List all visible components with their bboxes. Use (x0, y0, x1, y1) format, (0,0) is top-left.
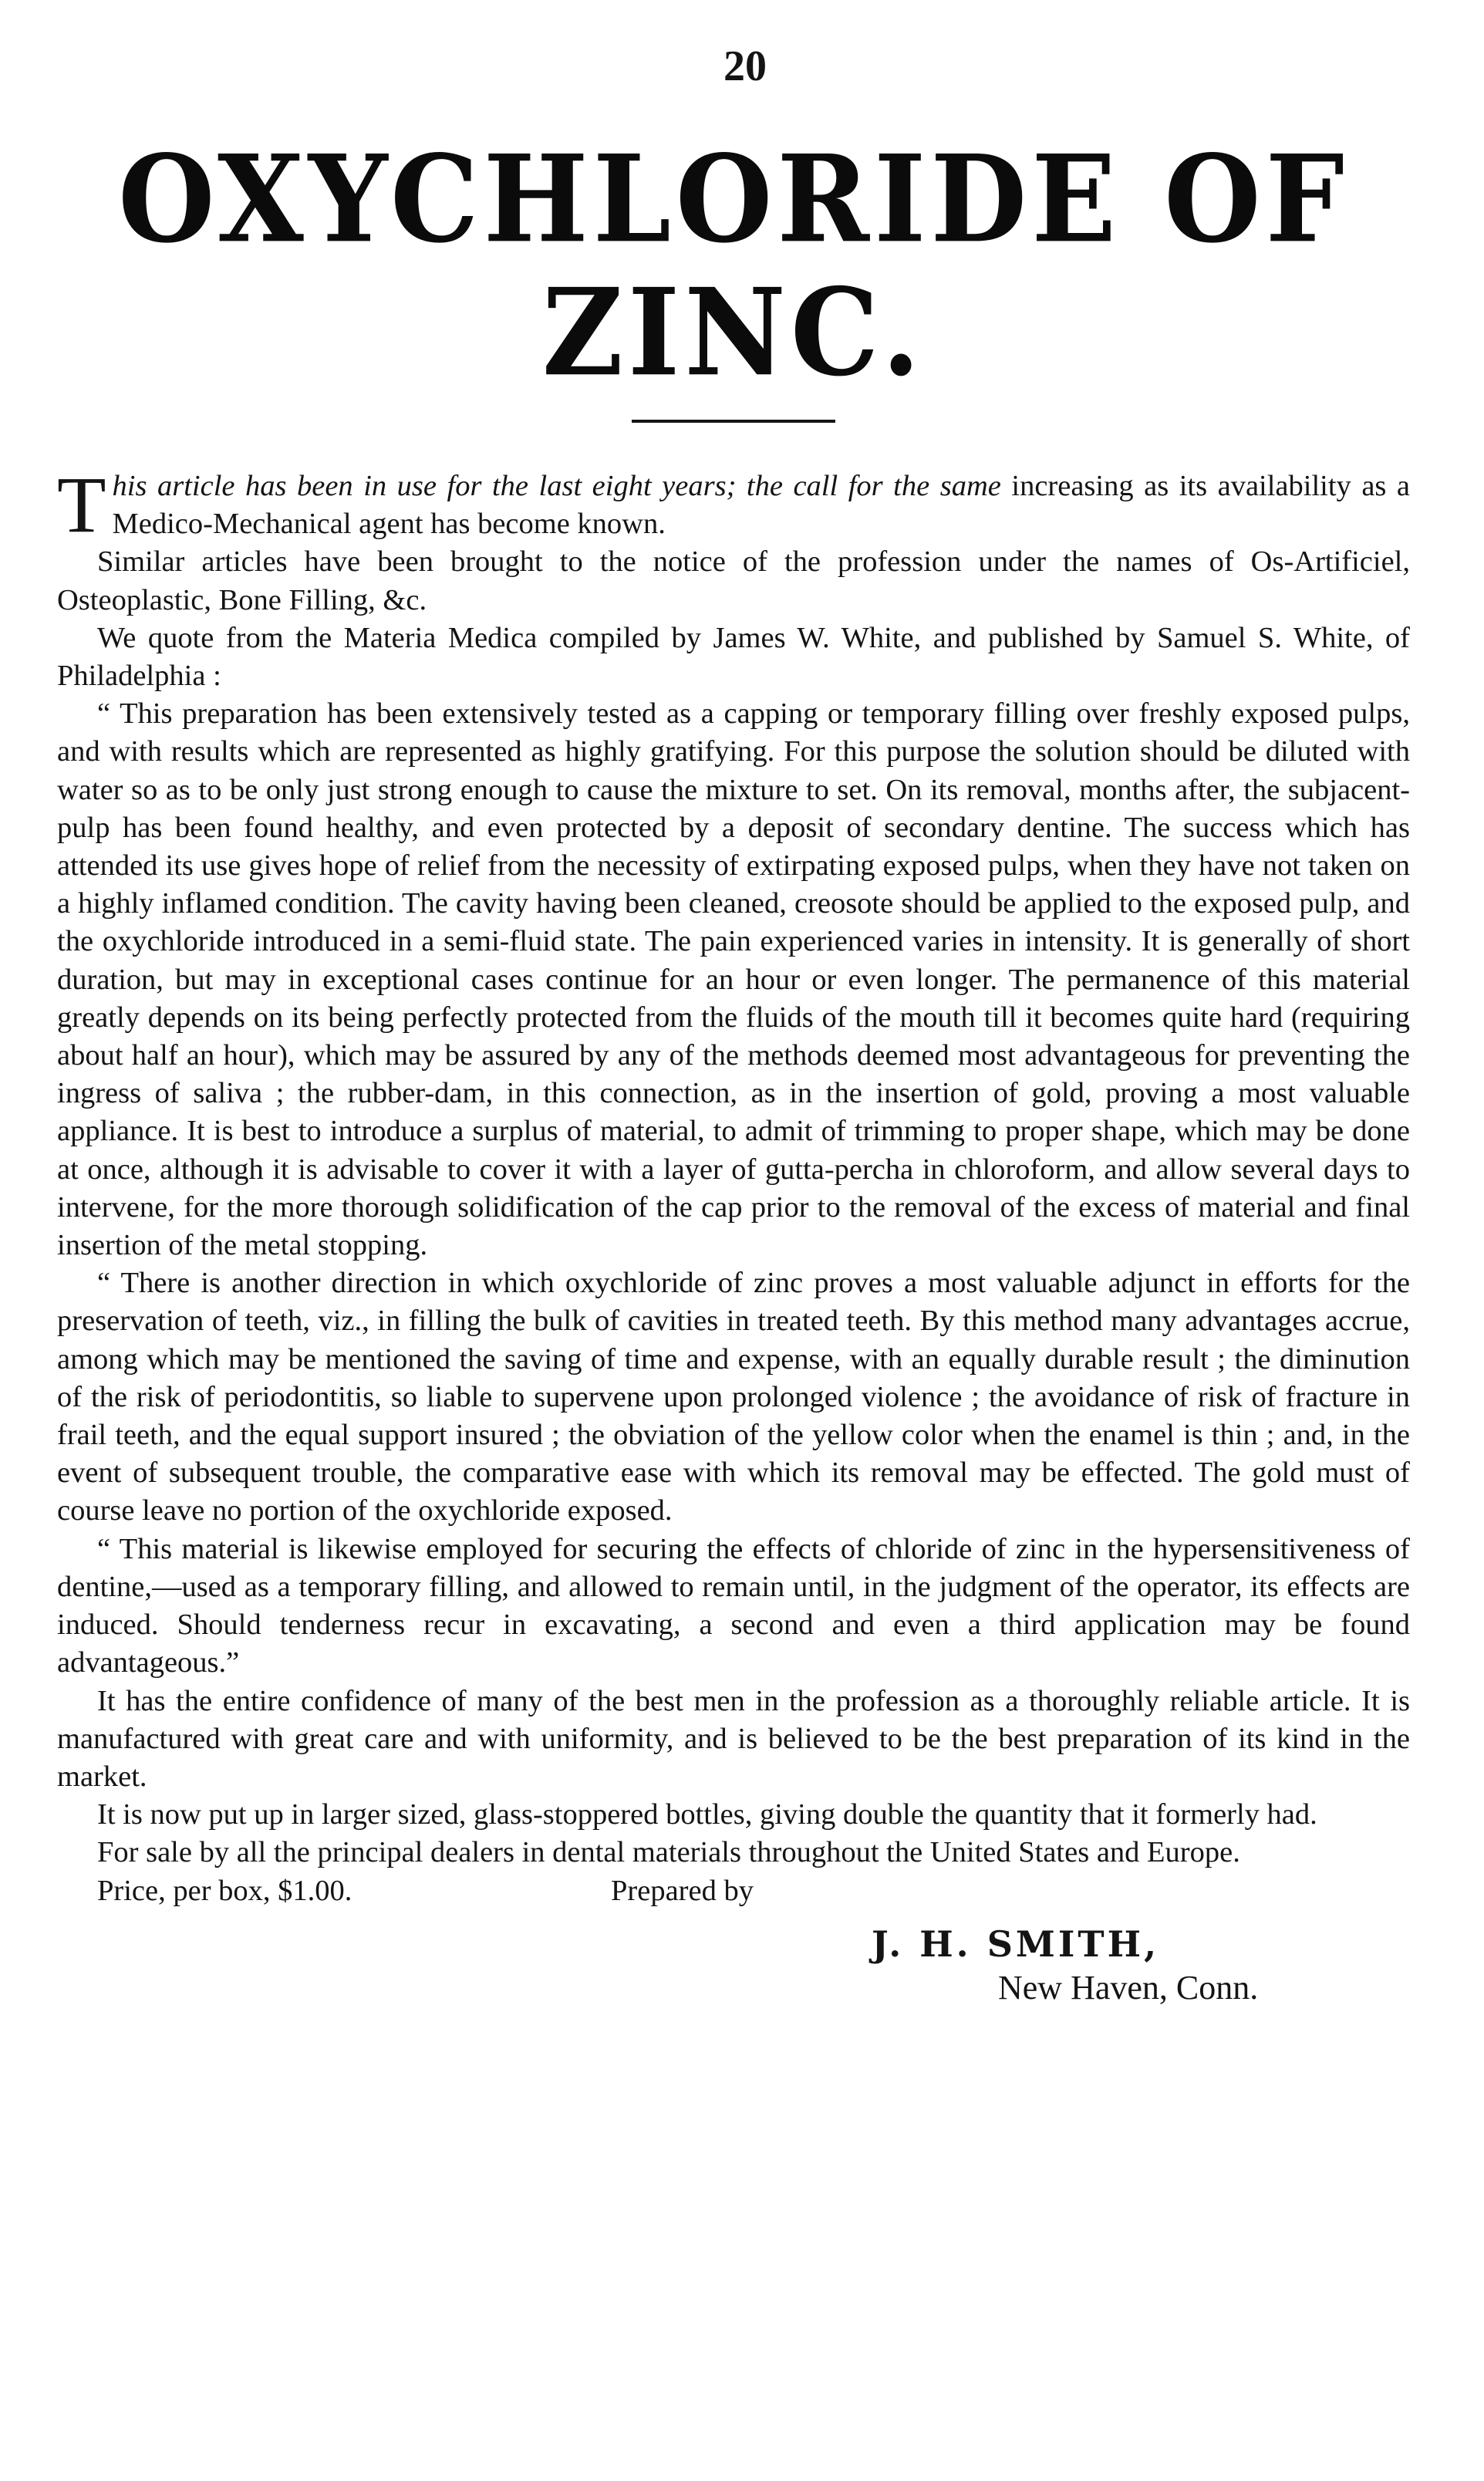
intro-paragraph (57, 461, 1411, 549)
paragraph-filling-quote: “ There is another direction in which oxychloride of zinc proves a most valuable adjunct in efforts for the preservation of teeth, viz., in filling the bulk of cavities in treated teeth. By this method many advantages accrue, among which may be mentioned the saving of time and expense, with an equally durable result ; the diminution of the risk of periodontitis, so liable to supervene upon prolonged violence ; the avoidance of risk of fracture in frail teeth, and the equal support insured ; the obviation of the yellow color when the enamel is thin ; and, in the event of subsequent trouble, the comparative ease with which its removal may be effected. The gold must of course leave no portion of the oxychloride exposed. (57, 1267, 1410, 1527)
divider-rule (632, 420, 835, 423)
headline: OXYCHLORIDE OF ZINC. (118, 128, 1349, 403)
paragraph-capping-quote: “ This preparation has been extensively tested as a capping or temporary filling over freshly exposed pulps, and with results which are represented as highly gratifying. For this purpose the solution should be diluted with water so as to be only just strong enough to cause the mixture to set. On its removal, months after, the subjacent-pulp has been found healthy, and even protected by a deposit of secondary dentine. The success which has attended its use gives hope of relief from the necessity of extirpating exposed pulps, when they have not taken on a highly inflamed condition. The cavity having been cleaned, creosote should be applied to the exposed pulp, and the oxychloride introduced in a semi-fluid state. The pain experienced varies in intensity. It is generally of short duration, but may in exceptional cases continue for an hour or even longer. The permanence of this material greatly depends on its being perfectly protected from the fluids of the mouth till it becomes quite hard (requiring about half an hour), which may be assured by any of the methods deemed most advantageous for preventing the ingress of saliva ; the rubber-dam, in this connection, as in the insertion of gold, proving a most valuable appliance. It is best to introduce a surplus of material, to admit of trimming to proper shape, which may be done at once, although it is advisable to cover it with a layer of gutta-percha in chloroform, and allow several days to intervene, for the more thorough solidification of the cap prior to the removal of the excess of material and final insertion of the metal stopping. (57, 697, 1410, 1262)
article-body (57, 461, 1411, 1872)
paragraph-dealers: For sale by all the principal dealers in dental materials throughout the United States and Europe. (97, 1836, 1240, 1869)
paragraph-similar-articles: Similar articles have been brought to the notice of the profession under the names of Os-Artificiel, Osteoplastic, Bone Filling, &c. (57, 545, 1410, 616)
paragraph-quote-source: We quote from the Materia Medica compiled by James W. White, and published by Samuel S. White, of Philadelphia : (57, 621, 1410, 693)
maker-city: New Haven, Conn. (998, 1968, 1259, 2007)
prepared-by-text: Prepared by (611, 1874, 754, 1907)
paragraph-dentine-quote: “ This material is likewise employed for securing the effects of chloride of zinc in the hypersensitiveness of dentine,—used as a temporary filling, and allowed to remain until, in the judgment of the operator, its effects are induced. Should tenderness recur in excavating, a second and even a third application may be found advantageous.” (57, 1532, 1410, 1679)
maker-name: J. H. SMITH, (872, 1922, 1160, 1965)
price-text: Price, per box, $1.00. (97, 1874, 352, 1907)
signature-block (57, 1872, 1410, 2010)
intro-lead: his article has been in use for the last eight years; the call for the same (112, 470, 1001, 502)
page-number: 20 (723, 42, 767, 90)
price-line (57, 1872, 1410, 1912)
paragraph-bottles: It is now put up in larger sized, glass-stoppered bottles, giving double the quantity that it formerly had. (97, 1798, 1317, 1831)
paragraph-confidence: It has the entire confidence of many of the best men in the profession as a thoroughly reliable article. It is manufactured with great care and with uniformity, and is believed to be the best preparation of its kind in the market. (57, 1684, 1410, 1793)
drop-cap: T (57, 461, 106, 549)
intro-rest: increasing as its availability as a Medico-Mechanical agent has become known. (112, 470, 1411, 541)
